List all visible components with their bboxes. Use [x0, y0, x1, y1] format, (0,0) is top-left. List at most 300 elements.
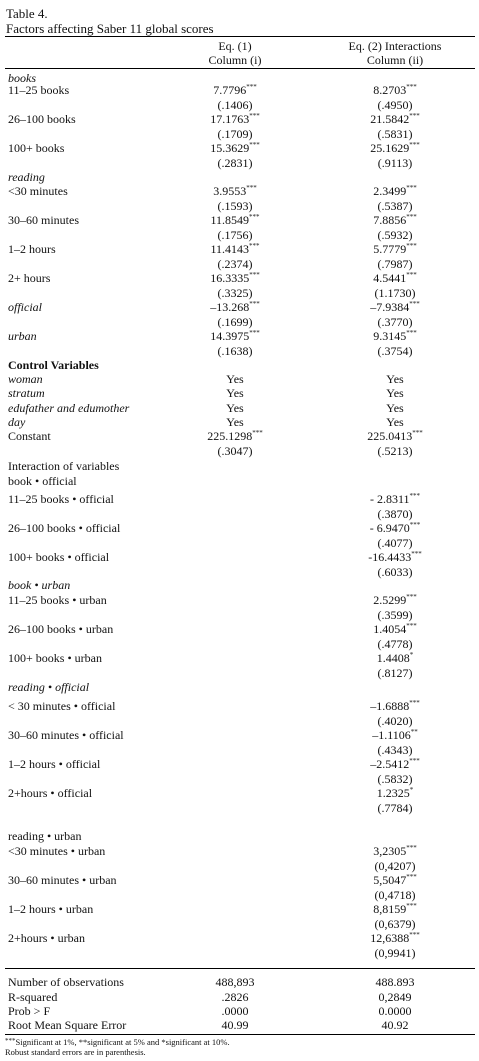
col2-cell: [320, 637, 470, 651]
col2-significance: ***: [412, 429, 423, 437]
col2-value: 7.8856: [373, 213, 407, 227]
col1-value: 14.3975: [210, 329, 250, 343]
col1-value: 7.7796: [213, 83, 247, 97]
table-row: [0, 743, 479, 757]
row-label: Control Variables: [8, 358, 99, 372]
col1-cell: [160, 444, 310, 458]
col2-cell: [320, 772, 470, 786]
col2-cell: [320, 184, 470, 198]
footnote-robust-se: Robust standard errors are in parenthesis.: [5, 1047, 146, 1057]
col2-value: –1.6888: [370, 699, 410, 713]
col2-cell: [320, 286, 470, 300]
row-label: 2+ hours: [8, 271, 51, 285]
col2-significance: ***: [409, 300, 420, 308]
table-row: [0, 859, 479, 873]
col1-cell: [160, 1018, 310, 1032]
col2-value: 225.0413: [367, 429, 413, 443]
table-row: [0, 429, 479, 443]
col2-cell: [320, 1018, 470, 1032]
col1-value: (.1756): [217, 228, 253, 242]
col1-value: 17.1763: [210, 112, 250, 126]
col1-value: 16.3335: [210, 271, 250, 285]
col1-value: 11.8549: [210, 213, 250, 227]
row-label: books: [8, 71, 36, 85]
table-row: [0, 156, 479, 170]
col1-value: (.2374): [217, 257, 253, 271]
table-row: [0, 372, 479, 386]
col2-cell: [320, 98, 470, 112]
table-row: [0, 593, 479, 607]
table-row: [0, 228, 479, 242]
col1-cell: [160, 213, 310, 227]
table-row: [0, 714, 479, 728]
col2-value: –2.5412: [370, 757, 410, 771]
table-row: [0, 521, 479, 535]
col2-cell: [320, 593, 470, 607]
table-row: [0, 786, 479, 800]
col2-significance: ***: [411, 550, 422, 558]
col1-cell: [160, 156, 310, 170]
table-row: [0, 757, 479, 771]
col2-cell: [320, 315, 470, 329]
col1-cell: [160, 286, 310, 300]
col1-value: (.1709): [217, 127, 253, 141]
table-row: [0, 666, 479, 680]
table-row: [0, 242, 479, 256]
col2-cell: [320, 622, 470, 636]
col1-value: (.1406): [217, 98, 253, 112]
row-label: 30–60 minutes • official: [8, 728, 124, 742]
col2-cell: [320, 300, 470, 314]
col2-value: 12,6388: [370, 931, 410, 945]
col2-significance: ***: [406, 622, 417, 630]
col2-significance: ***: [409, 141, 420, 149]
col2-value: –1.1106: [372, 728, 411, 742]
col1-cell: [160, 990, 310, 1004]
row-label: 26–100 books • urban: [8, 622, 114, 636]
table-row: [0, 474, 479, 488]
col1-value: (.1699): [217, 315, 253, 329]
footnote-significance: [5, 1037, 230, 1047]
col1-value: Yes: [226, 386, 244, 400]
row-label: 100+ books • official: [8, 550, 110, 564]
table-row: [0, 199, 479, 213]
table-row: [0, 286, 479, 300]
table-row: [0, 873, 479, 887]
col2-significance: ***: [406, 242, 417, 250]
row-label: 11–25 books: [8, 83, 70, 97]
table-row: [0, 141, 479, 155]
col1-value: (.1593): [217, 199, 253, 213]
col2-cell: [320, 112, 470, 126]
col2-value: (.7784): [377, 801, 413, 815]
table-row: [0, 98, 479, 112]
col1-cell: [160, 242, 310, 256]
col1-cell: [160, 386, 310, 400]
table-row: [0, 622, 479, 636]
table-row: [0, 358, 479, 372]
table-row: [0, 300, 479, 314]
col1-value: (.3325): [217, 286, 253, 300]
col1-significance: ***: [249, 300, 260, 308]
row-label: 1–2 hours • official: [8, 757, 101, 771]
table-row: [0, 975, 479, 989]
col2-cell: [320, 492, 470, 506]
row-label: 26–100 books • official: [8, 521, 121, 535]
col2-cell: [320, 156, 470, 170]
top-rule: [5, 36, 475, 37]
col2-cell: [320, 728, 470, 742]
row-label: day: [8, 415, 26, 429]
table-row: [0, 184, 479, 198]
col1-significance: ***: [246, 184, 257, 192]
col2-cell: [320, 141, 470, 155]
row-label: 30–60 minutes: [8, 213, 79, 227]
col2-cell: [320, 127, 470, 141]
col2-cell: [320, 507, 470, 521]
table-row: [0, 651, 479, 665]
col1-value: 225.1298: [207, 429, 253, 443]
row-label: Constant: [8, 429, 51, 443]
col1-significance: ***: [252, 429, 263, 437]
col1-cell: [160, 112, 310, 126]
col2-cell: [320, 873, 470, 887]
col1-significance: ***: [249, 242, 260, 250]
col2-value: 0,2849: [378, 990, 412, 1004]
col1-value: (.2831): [217, 156, 253, 170]
col1-cell: [160, 257, 310, 271]
col1-cell: [160, 315, 310, 329]
table-row: [0, 344, 479, 358]
table-row: [0, 946, 479, 960]
col2-header-column: Column (ii): [366, 53, 424, 67]
table-row: [0, 550, 479, 564]
row-label: 11–25 books • urban: [8, 593, 107, 607]
col2-cell: [320, 801, 470, 815]
col2-cell: [320, 931, 470, 945]
col1-significance: ***: [246, 83, 257, 91]
col1-cell: [160, 228, 310, 242]
col2-value: - 2.8311: [369, 492, 410, 506]
row-label: R-squared: [8, 990, 58, 1004]
col2-cell: [320, 786, 470, 800]
col2-cell: [320, 401, 470, 415]
col2-value: (.4077): [377, 536, 413, 550]
table-row: [0, 329, 479, 343]
col2-value: 8,8159: [373, 902, 407, 916]
table-row: [0, 772, 479, 786]
col1-value: 11.4143: [210, 242, 250, 256]
col2-cell: [320, 975, 470, 989]
row-label: Number of observations: [8, 975, 124, 989]
col2-significance: ***: [409, 521, 421, 529]
col2-cell: [320, 415, 470, 429]
row-label: Interaction of variables: [8, 459, 120, 473]
col1-value: –13.268: [210, 300, 250, 314]
table-caption: Factors affecting Saber 11 global scores: [6, 21, 214, 36]
col1-cell: [160, 98, 310, 112]
col2-cell: [320, 444, 470, 458]
col2-significance: ***: [406, 593, 417, 601]
col2-cell: [320, 199, 470, 213]
row-label: woman: [8, 372, 43, 386]
col1-header-eq: Eq. (1): [218, 39, 252, 53]
table-row: [0, 444, 479, 458]
col2-cell: [320, 743, 470, 757]
col2-significance: ***: [406, 329, 417, 337]
col2-significance: ***: [406, 271, 417, 279]
col2-value: (0,4207): [374, 859, 416, 873]
table-row: [0, 170, 479, 184]
col1-cell: [160, 429, 310, 443]
row-label: reading: [8, 170, 45, 184]
col2-value: 21.5842: [370, 112, 410, 126]
table-row: [0, 315, 479, 329]
col2-cell: [320, 651, 470, 665]
col1-value: 40.99: [221, 1018, 249, 1032]
table-row: [0, 844, 479, 858]
row-label: book • urban: [8, 578, 71, 592]
col2-cell: [320, 714, 470, 728]
col2-value: –7.9384: [370, 300, 410, 314]
col1-value: (.3047): [217, 444, 253, 458]
col2-value: (.3754): [377, 344, 413, 358]
col2-value: 9.3145: [373, 329, 407, 343]
col2-cell: [320, 344, 470, 358]
col2-cell: [320, 213, 470, 227]
row-label: reading • urban: [8, 829, 82, 843]
col2-value: (.3870): [377, 507, 413, 521]
col2-value: 8.2703: [373, 83, 407, 97]
table-row: [0, 608, 479, 622]
table-row: [0, 888, 479, 902]
col1-cell: [160, 141, 310, 155]
table-row: [0, 931, 479, 945]
col2-value: 40.92: [381, 1018, 409, 1032]
col1-cell: [160, 344, 310, 358]
header-row-1: [0, 39, 479, 53]
col2-value: (.3770): [377, 315, 413, 329]
row-label: 11–25 books • official: [8, 492, 114, 506]
col2-cell: [320, 550, 470, 564]
table-row: [0, 1018, 479, 1032]
col2-value: (0,9941): [374, 946, 416, 960]
col2-value: Yes: [386, 372, 404, 386]
col1-cell: [160, 415, 310, 429]
row-label: < 30 minutes • official: [8, 699, 116, 713]
col2-cell: [320, 844, 470, 858]
col2-value: (0,6379): [374, 917, 416, 931]
col2-cell: [320, 242, 470, 256]
row-label: stratum: [8, 386, 45, 400]
table-row: [0, 257, 479, 271]
table-row: [0, 990, 479, 1004]
table-row: [0, 801, 479, 815]
row-label: official: [8, 300, 42, 314]
col2-value: (.5832): [377, 772, 413, 786]
col1-cell: [160, 199, 310, 213]
col2-value: 5.7779: [373, 242, 407, 256]
col2-significance: **: [410, 728, 418, 736]
col1-value: 15.3629: [210, 141, 250, 155]
col2-value: 2.3499: [373, 184, 407, 198]
col2-significance: ***: [406, 213, 417, 221]
col2-value: 3,2305: [373, 844, 407, 858]
table-row: [0, 578, 479, 592]
col2-value: 0.0000: [378, 1004, 412, 1018]
col2-significance: ***: [406, 873, 417, 881]
table-row: [0, 680, 479, 694]
col2-value: (.5932): [377, 228, 413, 242]
col2-value: 1.4054: [373, 622, 407, 636]
col1-significance: ***: [249, 112, 260, 120]
table-row: [0, 902, 479, 916]
col1-cell: [160, 329, 310, 343]
col2-cell: [320, 699, 470, 713]
col2-significance: ***: [406, 184, 417, 192]
row-label: 1–2 hours • urban: [8, 902, 94, 916]
table-row: [0, 1004, 479, 1018]
col2-cell: [320, 990, 470, 1004]
table-row: [0, 127, 479, 141]
table-number: Table 4.: [6, 6, 48, 21]
col1-value: .2826: [221, 990, 249, 1004]
col1-header-column: Column (i): [208, 53, 262, 67]
col1-value: Yes: [226, 372, 244, 386]
col2-cell: [320, 536, 470, 550]
row-label: reading • official: [8, 680, 90, 694]
col2-cell: [320, 1004, 470, 1018]
col2-cell: [320, 271, 470, 285]
table-row: [0, 401, 479, 415]
col2-cell: [320, 565, 470, 579]
col2-value: Yes: [386, 415, 404, 429]
col2-significance: *: [409, 786, 414, 794]
bottom-rule: [5, 1034, 475, 1035]
row-label: edufather and edumother: [8, 401, 130, 415]
col1-value: 3.9553: [213, 184, 247, 198]
col2-value: - 6.9470: [369, 521, 410, 535]
table-row: [0, 565, 479, 579]
table-row: [0, 112, 479, 126]
col2-significance: ***: [409, 757, 420, 765]
col2-value: (.3599): [377, 608, 413, 622]
col1-cell: [160, 1004, 310, 1018]
row-label: 30–60 minutes • urban: [8, 873, 117, 887]
col2-value: 1.2325: [376, 786, 410, 800]
col2-cell: [320, 859, 470, 873]
col2-cell: [320, 372, 470, 386]
row-label: <30 minutes: [8, 184, 68, 198]
table-row: [0, 459, 479, 473]
table-row: [0, 213, 479, 227]
table-row: [0, 637, 479, 651]
col2-cell: [320, 888, 470, 902]
col2-value: (.8127): [377, 666, 413, 680]
col1-cell: [160, 127, 310, 141]
col2-value: 2.5299: [373, 593, 407, 607]
col2-value: Yes: [386, 386, 404, 400]
col2-value: (.4950): [377, 98, 413, 112]
col2-significance: ***: [406, 844, 417, 852]
col2-cell: [320, 666, 470, 680]
col2-value: (.4343): [377, 743, 413, 757]
col1-value: (.1638): [217, 344, 253, 358]
col1-cell: [160, 401, 310, 415]
col1-cell: [160, 83, 310, 97]
col2-cell: [320, 521, 470, 535]
col2-value: (1.1730): [374, 286, 416, 300]
col1-significance: ***: [249, 141, 260, 149]
table-row: [0, 728, 479, 742]
row-label: 100+ books • urban: [8, 651, 102, 665]
header-rule: [5, 68, 475, 69]
footnote-marker: ***: [5, 1037, 16, 1045]
col2-significance: ***: [409, 112, 420, 120]
row-label: Prob > F: [8, 1004, 51, 1018]
col2-header-eq: Eq. (2) Interactions: [348, 39, 442, 53]
col2-value: (.4020): [377, 714, 413, 728]
col2-value: -16.4433: [368, 550, 412, 564]
table-row: [0, 492, 479, 506]
col1-cell: [160, 271, 310, 285]
col1-value: Yes: [226, 415, 244, 429]
col2-cell: [320, 329, 470, 343]
col1-value: .0000: [221, 1004, 249, 1018]
footnote-significance-text: Significant at 1%, **significant at 5% and *significant at 10%.: [15, 1037, 230, 1047]
col2-significance: *: [409, 651, 414, 659]
col1-cell: [160, 975, 310, 989]
table-row: [0, 536, 479, 550]
col2-significance: ***: [409, 699, 420, 707]
table-row: [0, 415, 479, 429]
table-row: [0, 699, 479, 713]
col2-value: (.7987): [377, 257, 413, 271]
header-row-2: [0, 53, 479, 67]
col2-value: 488.893: [375, 975, 415, 989]
row-label: <30 minutes • urban: [8, 844, 106, 858]
col2-value: Yes: [386, 401, 404, 415]
col2-cell: [320, 257, 470, 271]
row-label: 1–2 hours: [8, 242, 56, 256]
col1-cell: [160, 372, 310, 386]
table-row: [0, 507, 479, 521]
col2-value: 25.1629: [370, 141, 410, 155]
col2-cell: [320, 429, 470, 443]
row-label: 2+hours • urban: [8, 931, 85, 945]
col2-value: (0,4718): [374, 888, 416, 902]
col2-value: 1.4408: [376, 651, 410, 665]
col2-value: (.6033): [377, 565, 413, 579]
table-row: [0, 917, 479, 931]
col2-cell: [320, 228, 470, 242]
row-label: 100+ books: [8, 141, 65, 155]
col1-value: Yes: [226, 401, 244, 415]
col2-significance: ***: [406, 83, 417, 91]
col2-cell: [320, 757, 470, 771]
col2-cell: [320, 917, 470, 931]
col1-value: 488,893: [215, 975, 255, 989]
row-label: 26–100 books: [8, 112, 76, 126]
col2-significance: ***: [409, 931, 420, 939]
col2-significance: ***: [409, 492, 421, 500]
col2-significance: ***: [406, 902, 417, 910]
col2-value: (.5213): [377, 444, 413, 458]
stats-rule: [5, 968, 475, 969]
col1-significance: ***: [249, 271, 260, 279]
table-row: [0, 271, 479, 285]
col2-cell: [320, 902, 470, 916]
